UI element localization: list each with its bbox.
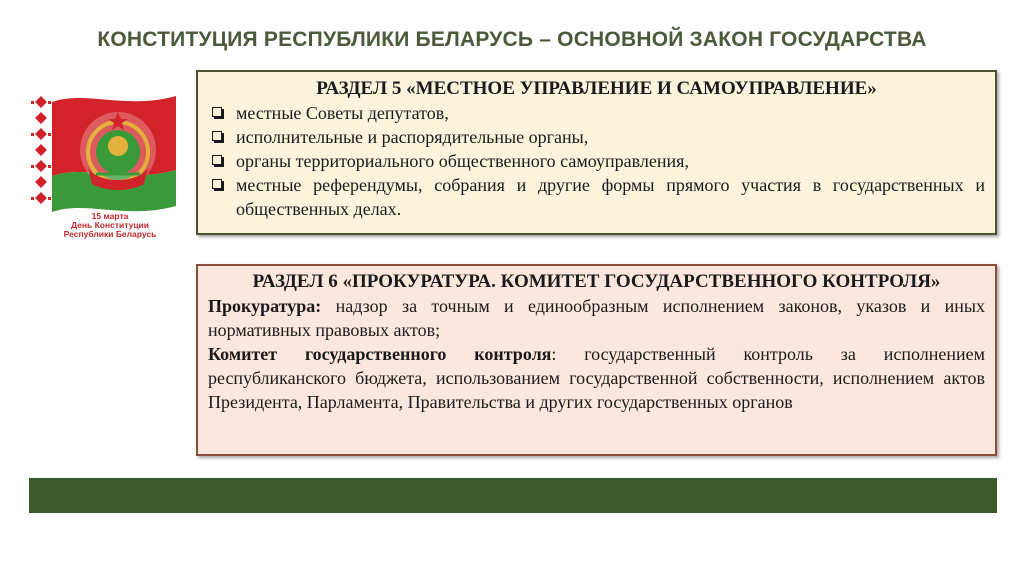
logo-caption	[30, 212, 190, 239]
section6-title: РАЗДЕЛ 6 «ПРОКУРАТУРА. КОМИТЕТ ГОСУДАРСТВЕННОГО КОНТРОЛЯ»	[252, 271, 941, 292]
section5-title: РАЗДЕЛ 5 «МЕСТНОЕ УПРАВЛЕНИЕ И САМОУПРАВЛЕНИЕ»	[316, 78, 877, 99]
checkbox-bullet-icon	[212, 179, 222, 189]
checkbox-bullet-icon	[212, 131, 222, 141]
list-item: исполнительные и распорядительные органы,	[208, 125, 985, 149]
section5-list	[208, 101, 985, 221]
list-item: местные референдумы, собрания и другие формы прямого участия в государственных и общественных делах.	[208, 173, 985, 221]
logo-caption-holiday: День Конституции	[70, 220, 149, 230]
checkbox-bullet-icon	[212, 107, 222, 117]
committee-label: Комитет государственного контроля	[208, 344, 552, 364]
logo-caption-date: 15 марта	[91, 211, 129, 221]
list-item: местные Советы депутатов,	[208, 101, 985, 125]
prosecution-paragraph	[208, 294, 985, 342]
checkbox-bullet-icon	[212, 155, 222, 165]
section5-box	[196, 70, 997, 235]
committee-text: : государственный контроль за исполнением республиканского бюджета, использованием государственной собственности, исполнением актов Президента, Парламента, Правительства и других государственных органов	[208, 344, 985, 412]
prosecution-label: Прокуратура:	[208, 296, 322, 316]
belarus-flag-emblem-icon	[26, 88, 188, 218]
page-title: КОНСТИТУЦИЯ РЕСПУБЛИКИ БЕЛАРУСЬ – ОСНОВНОЙ ЗАКОН ГОСУДАРСТВА	[97, 28, 927, 51]
bottom-bar	[29, 478, 997, 513]
list-item: органы территориального общественного самоуправления,	[208, 149, 985, 173]
logo-caption-country: Республики Беларусь	[63, 229, 157, 239]
committee-paragraph	[208, 342, 985, 414]
prosecution-text: надзор за точным и единообразным исполнением законов, указов и иных нормативных правовых актов;	[208, 296, 985, 340]
section6-box	[196, 264, 997, 456]
